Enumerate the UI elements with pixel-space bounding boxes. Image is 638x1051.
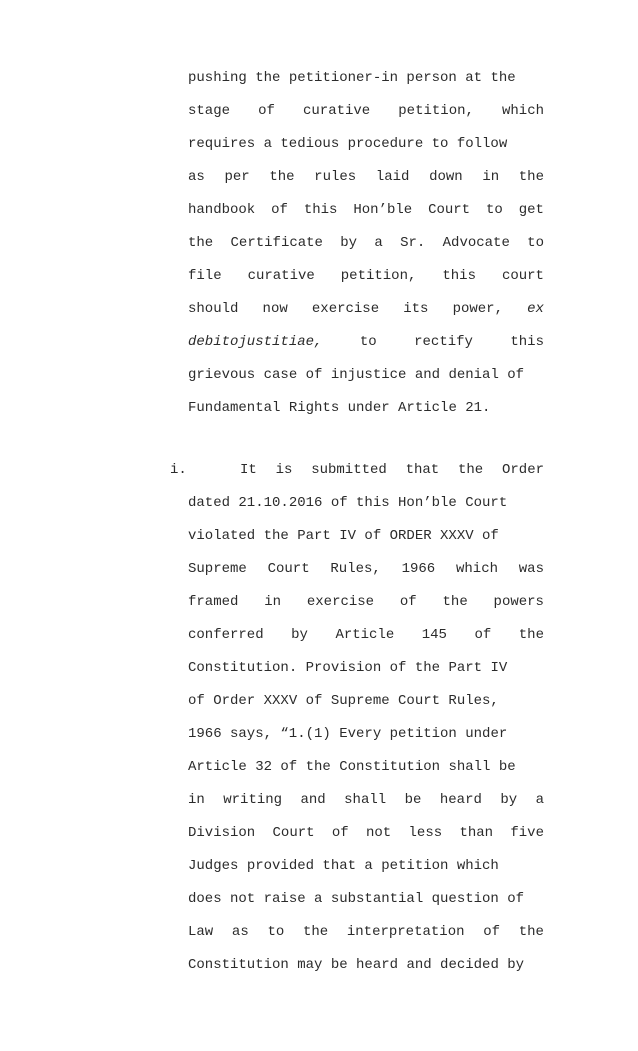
text-line: Division Court of not less than five: [188, 825, 544, 841]
text-line: 1966 says, “1.(1) Every petition under: [188, 726, 508, 742]
text-line: violated the Part IV of ORDER XXXV of: [188, 528, 499, 544]
list-marker: i.: [170, 462, 187, 478]
text-line: stage of curative petition, which: [188, 103, 544, 119]
text-line: Constitution. Provision of the Part IV: [188, 660, 508, 676]
text-line: as per the rules laid down in the: [188, 169, 544, 185]
text-line: in writing and shall be heard by a: [188, 792, 544, 808]
text-line: It is submitted that the Order: [240, 462, 544, 478]
text-line: of Order XXXV of Supreme Court Rules,: [188, 693, 499, 709]
text-line: pushing the petitioner-in person at the: [188, 70, 516, 86]
text-line: dated 21.10.2016 of this Hon’ble Court: [188, 495, 508, 511]
text-line: the Certificate by a Sr. Advocate to: [188, 235, 544, 251]
text-line: Constitution may be heard and decided by: [188, 957, 525, 973]
text-line: debitojustitiae, to rectify this: [188, 334, 544, 350]
text-line: conferred by Article 145 of the: [188, 627, 544, 643]
text-line: requires a tedious procedure to follow: [188, 136, 508, 152]
text-line: handbook of this Hon’ble Court to get: [188, 202, 544, 218]
text-line: framed in exercise of the powers: [188, 594, 544, 610]
text-line: Fundamental Rights under Article 21.: [188, 400, 491, 416]
text-line: file curative petition, this court: [188, 268, 544, 284]
text-line: Judges provided that a petition which: [188, 858, 499, 874]
text-line: Law as to the interpretation of the: [188, 924, 544, 940]
text-line: Supreme Court Rules, 1966 which was: [188, 561, 544, 577]
text-line: does not raise a substantial question of: [188, 891, 525, 907]
text-line: Article 32 of the Constitution shall be: [188, 759, 516, 775]
text-line: should now exercise its power, ex: [188, 301, 544, 317]
text-line: grievous case of injustice and denial of: [188, 367, 525, 383]
